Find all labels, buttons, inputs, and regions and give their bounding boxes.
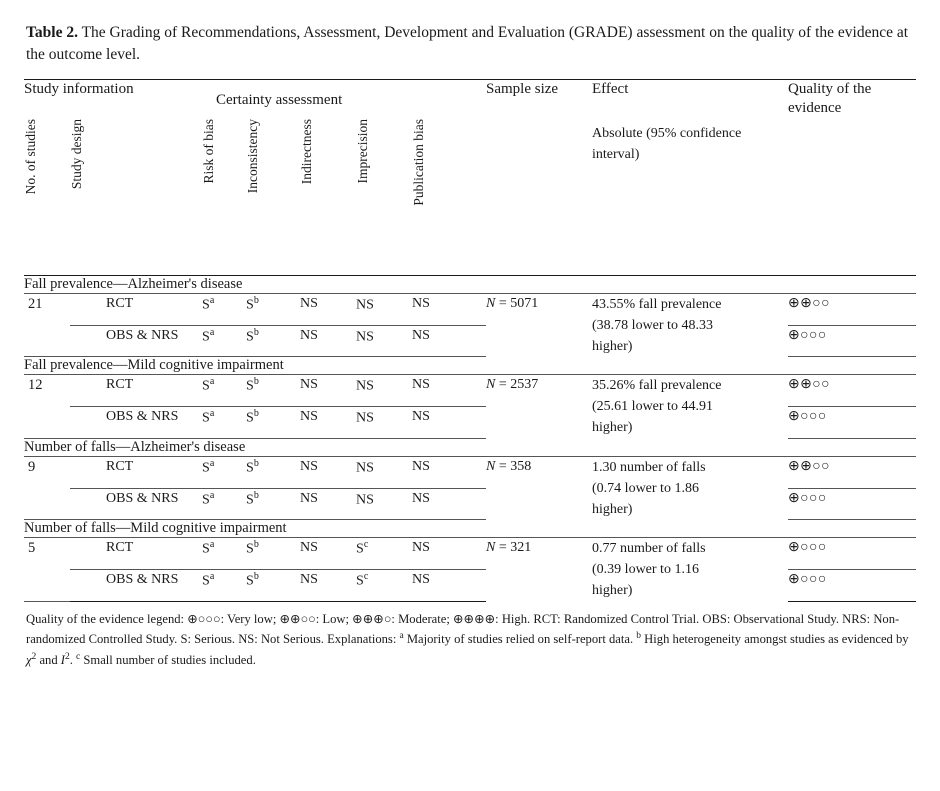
- header-publication-bias: Publication bias: [412, 119, 486, 276]
- cell-study-design: OBS & NRS: [70, 407, 202, 439]
- cell-study-design: OBS & NRS: [70, 488, 202, 520]
- cell-effect: 43.55% fall prevalence (38.78 lower to 48.33 higher): [592, 296, 722, 354]
- footnote-sup-b: b: [636, 631, 642, 642]
- cell-quality: ⊕○○○: [788, 407, 916, 439]
- header-risk-of-bias: Risk of bias: [202, 119, 246, 276]
- cell-effect: 1.30 number of falls (0.74 lower to 1.86 higher): [592, 459, 706, 517]
- cell-imprecision: NS: [356, 456, 412, 488]
- header-no-of-studies: No. of studies: [24, 119, 70, 276]
- cell-study-design: RCT: [70, 456, 202, 488]
- cell-no-of-studies: 21: [24, 293, 70, 357]
- cell-sample-size: N = 5071: [486, 295, 539, 311]
- footnote-i-sup: 2: [64, 652, 70, 663]
- cell-inconsistency: $S^b$: [246, 375, 300, 407]
- cell-publication-bias: NS: [412, 538, 486, 570]
- cell-sample-size: N = 321: [486, 540, 532, 556]
- footnote-part-5: .: [69, 653, 77, 668]
- cell-imprecision: NS: [356, 375, 412, 407]
- footnote-part-1: Quality of the evidence legend: ⊕○○○: Very low; ⊕⊕○○: Low; ⊕⊕⊕○: Moderate; ⊕⊕⊕⊕: High. RCT: Randomized Control Trial. OBS: Observational Study. NRS: Non-randomized Controlled Study. S: Serious. NS: Not Serious. Explanations:: [26, 611, 900, 647]
- footnote-chi: χ: [26, 653, 32, 668]
- cell-imprecision: NS: [356, 407, 412, 439]
- cell-publication-bias: NS: [412, 325, 486, 357]
- cell-indirectness: NS: [300, 570, 356, 602]
- cell-publication-bias: NS: [412, 488, 486, 520]
- footnote-part-6: Small number of studies included.: [80, 653, 256, 668]
- header-quality-of-evidence: Quality of the evidence: [788, 79, 916, 119]
- group-title-row: [24, 438, 916, 456]
- footnote-chi-sup: 2: [31, 652, 37, 663]
- table-caption-label: Table 2.: [26, 24, 78, 41]
- cell-no-of-studies: 5: [24, 538, 70, 602]
- header-certainty-assessment: Certainty assessment: [202, 79, 486, 119]
- cell-sample-size: N = 358: [486, 458, 532, 474]
- cell-publication-bias: NS: [412, 456, 486, 488]
- header-sample-size: Sample size: [486, 79, 592, 119]
- group-title: Number of falls—Alzheimer's disease: [24, 438, 916, 456]
- cell-indirectness: NS: [300, 293, 356, 325]
- cell-imprecision: $S^c$: [356, 538, 412, 570]
- footnote-part-2: Majority of studies relied on self-report data.: [403, 632, 637, 647]
- cell-inconsistency: $S^b$: [246, 488, 300, 520]
- cell-risk-of-bias: $S^a$: [202, 375, 246, 407]
- table-row: [24, 538, 916, 570]
- cell-inconsistency: $S^b$: [246, 407, 300, 439]
- cell-quality: ⊕○○○: [788, 538, 916, 570]
- cell-publication-bias: NS: [412, 570, 486, 602]
- table-row: [24, 293, 916, 325]
- table-caption: [26, 22, 914, 67]
- cell-indirectness: NS: [300, 538, 356, 570]
- cell-no-of-studies: 12: [24, 375, 70, 439]
- cell-indirectness: NS: [300, 456, 356, 488]
- header-quality-spacer: [788, 119, 916, 276]
- header-effect: Effect: [592, 79, 788, 119]
- cell-study-design: RCT: [70, 293, 202, 325]
- table-caption-text: The Grading of Recommendations, Assessment, Development and Evaluation (GRADE) assessment on the quality of the evidence at the outcome level.: [26, 24, 909, 64]
- cell-imprecision: NS: [356, 488, 412, 520]
- cell-risk-of-bias: $S^a$: [202, 456, 246, 488]
- cell-inconsistency: $S^b$: [246, 570, 300, 602]
- group-title-row: [24, 520, 916, 538]
- header-sample-size-spacer: [486, 119, 592, 276]
- cell-inconsistency: $S^b$: [246, 456, 300, 488]
- table-row: [24, 456, 916, 488]
- cell-risk-of-bias: $S^a$: [202, 488, 246, 520]
- table-footnote: [24, 602, 920, 671]
- cell-imprecision: $S^c$: [356, 570, 412, 602]
- cell-imprecision: NS: [356, 325, 412, 357]
- header-row-vertical: [24, 119, 916, 276]
- cell-imprecision: NS: [356, 293, 412, 325]
- grade-table: [24, 79, 916, 602]
- cell-publication-bias: NS: [412, 407, 486, 439]
- cell-quality: ⊕⊕○○: [788, 375, 916, 407]
- cell-inconsistency: $S^b$: [246, 325, 300, 357]
- cell-indirectness: NS: [300, 407, 356, 439]
- cell-effect: 0.77 number of falls (0.39 lower to 1.16 higher): [592, 541, 706, 599]
- cell-quality: ⊕○○○: [788, 488, 916, 520]
- cell-inconsistency: $S^b$: [246, 538, 300, 570]
- header-study-design: Study design: [70, 119, 202, 276]
- footnote-part-3: High heterogeneity amongst studies as evidenced by: [641, 632, 909, 647]
- cell-risk-of-bias: $S^a$: [202, 407, 246, 439]
- cell-sample-size: N = 2537: [486, 377, 539, 393]
- cell-risk-of-bias: $S^a$: [202, 325, 246, 357]
- cell-quality: ⊕○○○: [788, 570, 916, 602]
- cell-publication-bias: NS: [412, 293, 486, 325]
- footnote-sup-c: c: [76, 652, 81, 663]
- cell-quality: ⊕○○○: [788, 325, 916, 357]
- cell-indirectness: NS: [300, 325, 356, 357]
- cell-publication-bias: NS: [412, 375, 486, 407]
- cell-study-design: OBS & NRS: [70, 325, 202, 357]
- group-title: Fall prevalence—Alzheimer's disease: [24, 275, 916, 293]
- group-title-row: [24, 357, 916, 375]
- cell-study-design: RCT: [70, 538, 202, 570]
- cell-risk-of-bias: $S^a$: [202, 570, 246, 602]
- header-inconsistency: Inconsistency: [246, 119, 300, 276]
- cell-inconsistency: $S^b$: [246, 293, 300, 325]
- cell-indirectness: NS: [300, 375, 356, 407]
- cell-indirectness: NS: [300, 488, 356, 520]
- cell-quality: ⊕⊕○○: [788, 456, 916, 488]
- header-imprecision: Imprecision: [356, 119, 412, 276]
- footnote-sup-a: a: [399, 631, 404, 642]
- header-study-information: Study information: [24, 79, 202, 119]
- footnote-part-4: and: [36, 653, 61, 668]
- header-row-primary: [24, 79, 916, 119]
- cell-risk-of-bias: $S^a$: [202, 293, 246, 325]
- cell-effect: 35.26% fall prevalence (25.61 lower to 44.91 higher): [592, 378, 722, 436]
- cell-quality: ⊕⊕○○: [788, 293, 916, 325]
- table-row: [24, 375, 916, 407]
- cell-risk-of-bias: $S^a$: [202, 538, 246, 570]
- footnote-i-stat: I: [60, 653, 65, 668]
- group-title: Number of falls—Mild cognitive impairment: [24, 520, 916, 538]
- cell-no-of-studies: 9: [24, 456, 70, 520]
- header-absolute-ci: Absolute (95% confidence interval): [592, 119, 788, 276]
- header-indirectness: Indirectness: [300, 119, 356, 276]
- cell-study-design: OBS & NRS: [70, 570, 202, 602]
- group-title: Fall prevalence—Mild cognitive impairment: [24, 357, 916, 375]
- group-title-row: [24, 275, 916, 293]
- cell-study-design: RCT: [70, 375, 202, 407]
